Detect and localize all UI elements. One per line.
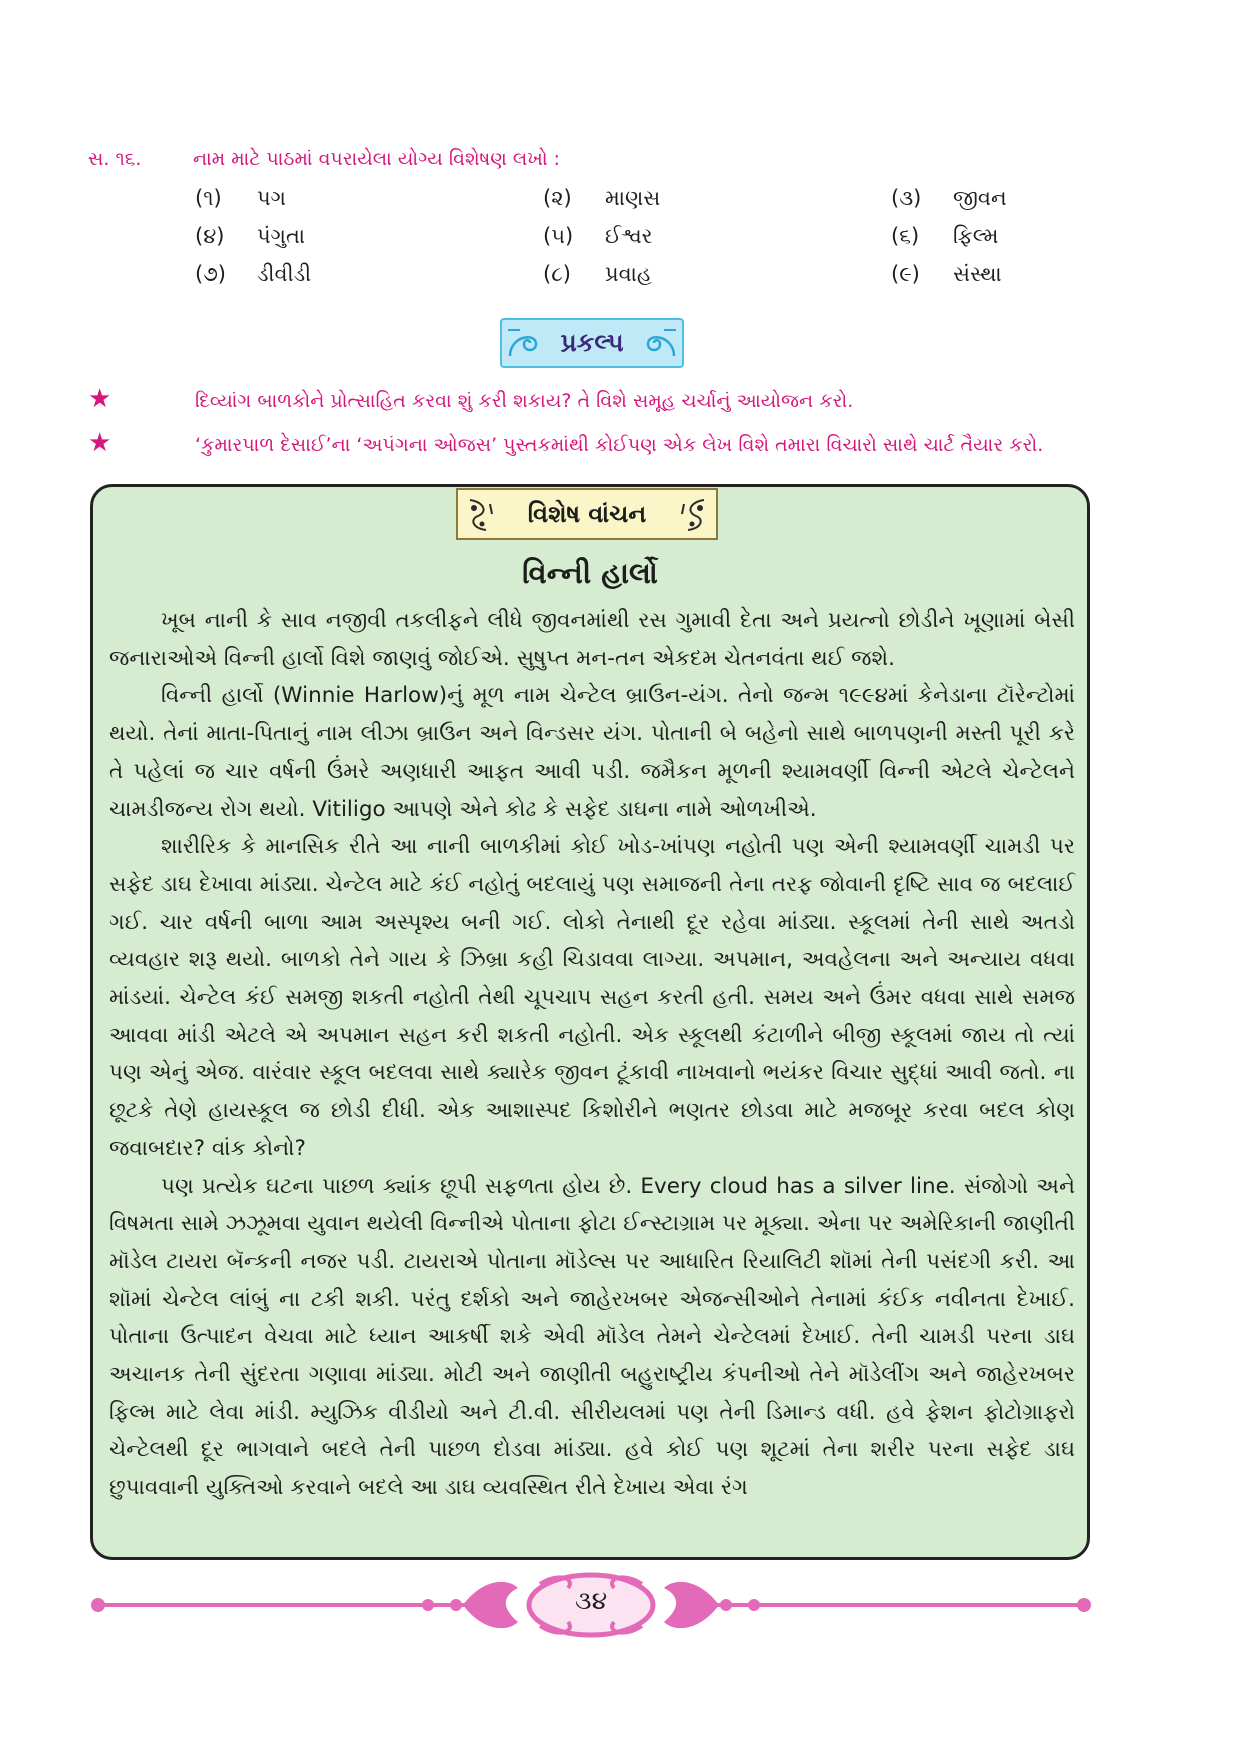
option-word: ફિલ્મ — [953, 224, 999, 248]
option-number: (૪) — [195, 224, 225, 248]
option-word: પ્રવાહ — [605, 262, 652, 286]
option-number: (૩) — [891, 186, 922, 210]
option-item — [195, 224, 543, 254]
option-word: ઈશ્વર — [605, 224, 653, 248]
option-number: (૯) — [891, 262, 920, 286]
article-paragraph: ખૂબ નાની કે સાવ નજીવી તકલીફને લીધે જીવનમાંથી રસ ગુમાવી દેતા અને પ્રયત્નો છોડીને ખૂણામાં બેસી જનારાઓએ વિન્ની હાર્લો વિશે જાણવું જોઈએ. સુષુપ્ત મન-તન એકદમ ચેતનવંતા થઈ જશે. — [109, 608, 1075, 671]
article-paragraph: શારીરિક કે માનસિક રીતે આ નાની બાળકીમાં કોઈ ખોડ-ખાંપણ નહોતી પણ એની શ્યામવર્ણી ચામડી પર સફેદ ડાઘ દેખાવા માંડ્યા. ચેન્ટેલ માટે કંઈ નહોતું બદલાયું પણ સમાજની તેના તરફ જોવાની દૃષ્ટિ સાવ જ બદલાઈ ગઈ. ચાર વર્ષની બાળા આમ અસ્પૃશ્ય બની ગઈ. લોકો તેનાથી દૂર રહેવા માંડ્યા. સ્કૂલમાં તેની સાથે અતડો વ્યવહાર શરૂ થયો. બાળકો તેને ગાય કે ઝિબ્રા કહી ચિડાવવા લાગ્યા. અપમાન, અવહેલના અને અન્યાય વધવા માંડયાં. ચેન્ટેલ કંઈ સમજી શકતી નહોતી તેથી ચૂપચાપ સહન કરતી હતી. સમય અને ઉંમર વધવા સાથે સમજ આવવા માંડી એટલે એ અપમાન સહન કરી શકતી નહોતી. એક સ્કૂલથી કંટાળીને બીજી સ્કૂલમાં જાય તો ત્યાં પણ એનું એજ. વારંવાર સ્કૂલ બદલવા સાથે ક્યારેક જીવન ટૂંકાવી નાખવાનો ભયંકર વિચાર સુદ્ધાં આવી જતો. ના છૂટકે તેણે હાયસ્કૂલ જ છોડી દીધી. એક આશાસ્પદ કિશોરીને ભણતર છોડવા માટે મજબૂર કરવા બદલ કોણ જવાબદાર? વાંક કોનો? — [109, 834, 1075, 1161]
option-number: (૮) — [543, 262, 571, 286]
reading-tag-label: વિશેષ વાંચન — [527, 500, 647, 528]
scroll-ornament-icon — [506, 326, 542, 360]
option-item — [543, 186, 891, 216]
page-footer — [88, 1568, 1094, 1642]
floral-ornament-icon — [464, 496, 498, 534]
option-word: માણસ — [605, 186, 661, 210]
star-icon: ★ — [88, 384, 112, 414]
project-heading — [500, 318, 684, 368]
option-item — [195, 186, 543, 216]
reading-tag — [456, 488, 718, 540]
project-item-text: દિવ્યાંગ બાળકોને પ્રોત્સાહિત કરવા શું કરી શકાય? તે વિશે સમૂહ ચર્ચાનું આયોજન કરો. — [195, 390, 854, 412]
scroll-ornament-icon — [642, 326, 678, 360]
article-body — [109, 602, 1075, 1507]
project-title: પ્રકલ્પ — [560, 328, 624, 357]
option-word: ડીવીડી — [257, 262, 312, 286]
option-word: પંગુતા — [257, 224, 306, 248]
option-item — [891, 224, 1091, 254]
option-number: (૬) — [891, 224, 920, 248]
question-options — [195, 186, 1091, 292]
question-text: નામ માટે પાઠમાં વપરાયેલા યોગ્ય વિશેષણ લખો : — [193, 148, 561, 170]
option-number: (૫) — [543, 224, 574, 248]
option-number: (૨) — [543, 186, 572, 210]
project-item — [88, 428, 1098, 458]
option-item — [543, 262, 891, 292]
article-title: વિન્ની હાર્લો — [522, 556, 658, 590]
option-number: (૧) — [195, 186, 222, 210]
question-number: સ. ૧૬. — [88, 148, 142, 170]
option-item — [543, 224, 891, 254]
article-paragraph: વિન્ની હાર્લો (Winnie Harlow)નું મૂળ નામ ચેન્ટેલ બ્રાઉન-યંગ. તેનો જન્મ ૧૯૯૪માં કેનેડાના ટૉરેન્ટોમાં થયો. તેનાં માતા-પિતાનું નામ લીઝા બ્રાઉન અને વિન્ડસર યંગ. પોતાની બે બહેનો સાથે બાળપણની મસ્તી પૂરી કરે તે પહેલાં જ ચાર વર્ષની ઉંમરે અણધારી આફત આવી પડી. જમૈકન મૂળની શ્યામવર્ણી વિન્ની એટલે ચેન્ટેલને ચામડીજન્ય રોગ થયો. Vitiligo આપણે એને કોઢ કે સફેદ ડાઘના નામે ઓળખીએ. — [109, 683, 1075, 822]
option-number: (૭) — [195, 262, 226, 286]
option-word: સંસ્થા — [953, 262, 1002, 286]
project-item-text: ‘કુમારપાળ દેસાઈ’ના ‘અપંગના ઓજસ’ પુસ્તકમાંથી કોઈપણ એક લેખ વિશે તમારા વિચારો સાથે ચાર્ટ તૈયાર કરો. — [195, 434, 1044, 456]
option-word: જીવન — [953, 186, 1007, 210]
page-number: ૩૪ — [574, 1586, 608, 1615]
floral-ornament-icon — [676, 496, 710, 534]
article-paragraph: પણ પ્રત્યેક ઘટના પાછળ ક્યાંક છૂપી સફળતા હોય છે. Every cloud has a silver line. સંજોગો અને વિષમતા સામે ઝઝૂમવા યુવાન થયેલી વિન્નીએ પોતાના ફોટા ઈન્સ્ટાગ્રામ પર મૂક્યા. એના પર અમેરિકાની જાણીતી મૉડેલ ટાયરા બૅન્કની નજર પડી. ટાયરાએ પોતાના મૉડેલ્સ પર આધારિત રિયાલિટી શૉમાં તેની પસંદગી કરી. આ શૉમાં ચેન્ટેલ લાંબું ના ટકી શકી. પરંતુ દર્શકો અને જાહેરખબર એજન્સીઓને તેનામાં કંઈક નવીનતા દેખાઈ. પોતાના ઉત્પાદન વેચવા માટે ધ્યાન આકર્ષી શકે એવી મૉડેલ તેમને ચેન્ટેલમાં દેખાઈ. તેની ચામડી પરના ડાઘ અચાનક તેની સુંદરતા ગણાવા માંડ્યા. મોટી અને જાણીતી બહુરાષ્ટ્રીય કંપનીઓ તેને મૉડેલીંગ અને જાહેરખબર ફિલ્મ માટે લેવા માંડી. મ્યુઝિક વીડીયો અને ટી.વી. સીરીયલમાં પણ તેની ડિમાન્ડ વધી. હવે ફેશન ફોટોગ્રાફરો ચેન્ટેલથી દૂર ભાગવાને બદલે તેની પાછળ દોડવા માંડ્યા. હવે કોઈ પણ શૂટમાં તેના શરીર પરના સફેદ ડાઘ છુપાવવાની યુક્તિઓ કરવાને બદલે આ ડાઘ વ્યવસ્થિત રીતે દેખાય એવા રંગ — [109, 1173, 1075, 1501]
question-16 — [88, 148, 1088, 170]
star-icon: ★ — [88, 428, 112, 458]
option-word: પગ — [257, 186, 286, 210]
option-item — [891, 262, 1091, 292]
project-item — [88, 384, 1098, 414]
option-item — [891, 186, 1091, 216]
option-item — [195, 262, 543, 292]
